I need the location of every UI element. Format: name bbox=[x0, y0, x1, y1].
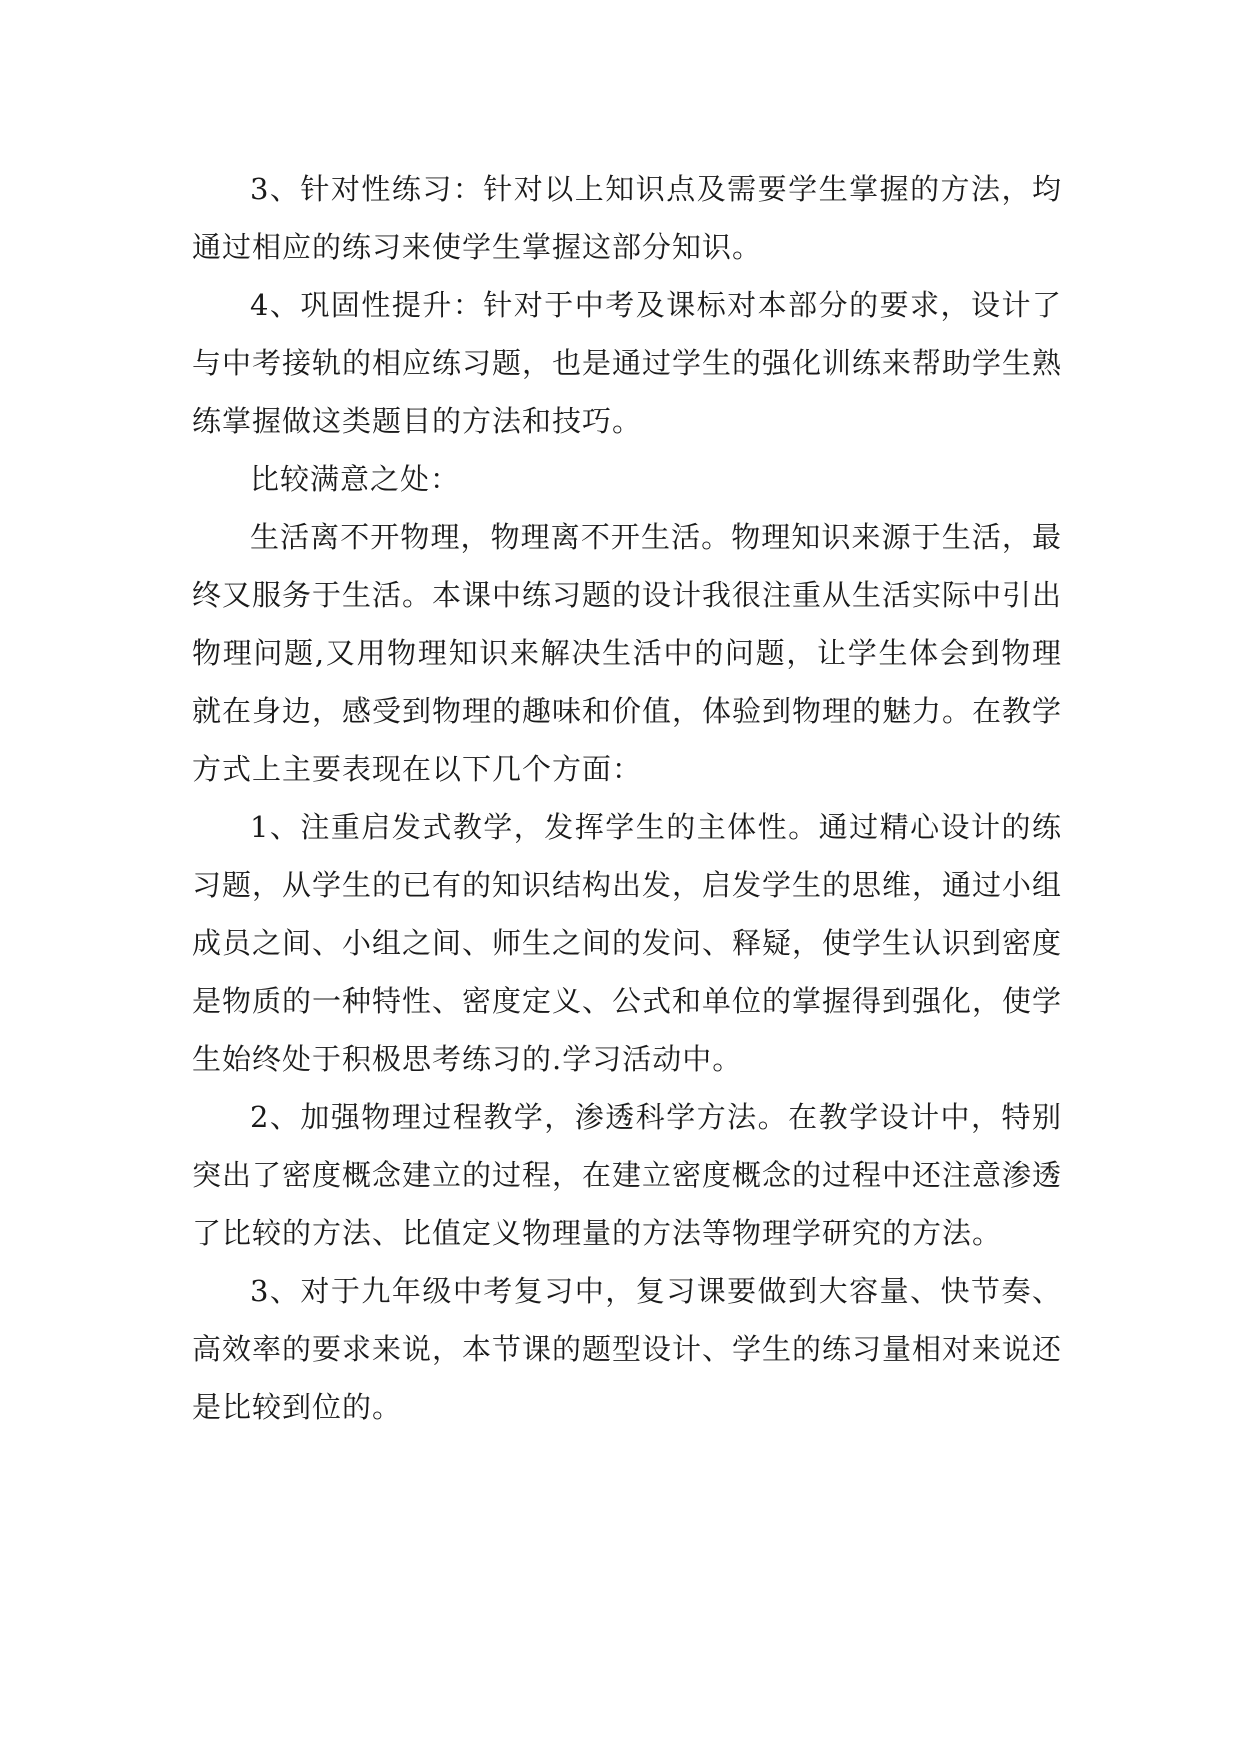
paragraph-point-3: 3、对于九年级中考复习中，复习课要做到大容量、快节奏、高效率的要求来说，本节课的题型设计、学生的练习量相对来说还是比较到位的。 bbox=[192, 1274, 1063, 1424]
paragraph-satisfaction-heading: 比较满意之处： bbox=[250, 462, 461, 496]
paragraph-physics-life: 生活离不开物理，物理离不开生活。物理知识来源于生活，最终又服务于生活。本课中练习题的设计我很注重从生活实际中引出物理问题,又用物理知识来解决生活中的问题，让学生体会到物理就在身边，感受到物理的趣味和价值，体验到物理的魅力。在教学方式上主要表现在以下几个方面： bbox=[192, 520, 1063, 786]
document-body bbox=[192, 160, 1062, 1436]
paragraph-point-1: 1、注重启发式教学，发挥学生的主体性。通过精心设计的练习题，从学生的已有的知识结构出发，启发学生的思维，通过小组成员之间、小组之间、师生之间的发问、释疑，使学生认识到密度是物质的一种特性、密度定义、公式和单位的掌握得到强化，使学生始终处于积极思考练习的.学习活动中。 bbox=[192, 810, 1063, 1076]
paragraph-point-2: 2、加强物理过程教学，渗透科学方法。在教学设计中，特别突出了密度概念建立的过程，在建立密度概念的过程中还注意渗透了比较的方法、比值定义物理量的方法等物理学研究的方法。 bbox=[192, 1100, 1063, 1250]
paragraph-practice: 3、针对性练习：针对以上知识点及需要学生掌握的方法，均通过相应的练习来使学生掌握这部分知识。 bbox=[192, 172, 1062, 264]
paragraph-consolidation: 4、巩固性提升：针对于中考及课标对本部分的要求，设计了与中考接轨的相应练习题，也是通过学生的强化训练来帮助学生熟练掌握做这类题目的方法和技巧。 bbox=[192, 288, 1063, 438]
